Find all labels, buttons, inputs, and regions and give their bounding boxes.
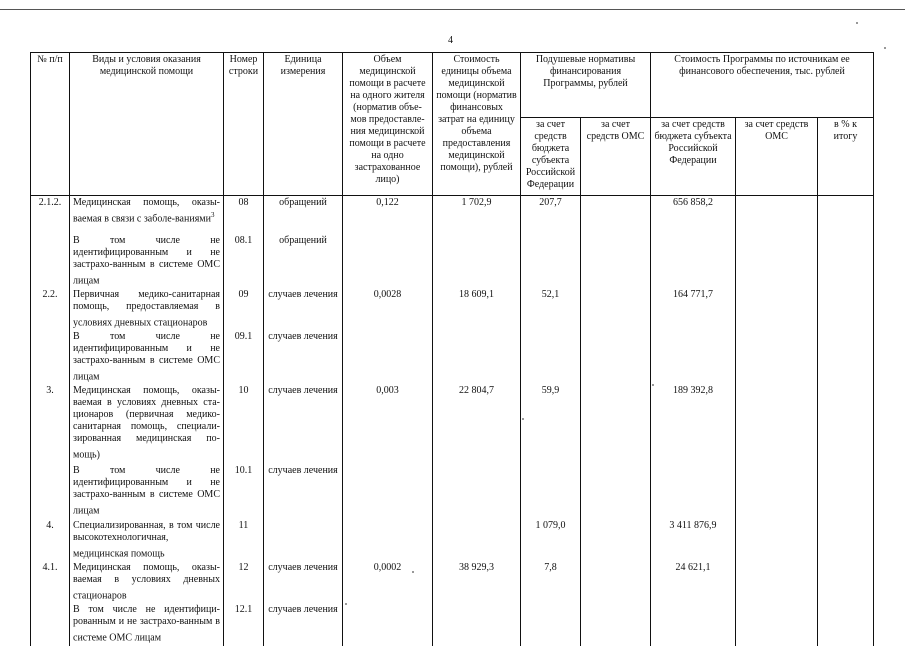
- cell-text: случаев лечения: [268, 562, 338, 574]
- cell-text: 59,9: [541, 385, 560, 397]
- cell-t-oms: [736, 384, 818, 464]
- cell-name: [70, 603, 224, 645]
- cell-text: В том числе не идентифицированным и не застрахо-ванным в системе ОМС лицам: [73, 331, 220, 383]
- cell-num: [31, 288, 70, 330]
- cell-pc-budget: [521, 234, 581, 288]
- cell-text: 18 609,1: [459, 288, 494, 300]
- cell-text: случаев лечения: [268, 288, 338, 300]
- header-total-percent: в % к итогу: [818, 118, 874, 196]
- cell-num: [31, 464, 70, 518]
- cell-num: [31, 519, 70, 561]
- cell-unit: [264, 519, 343, 561]
- header-unit: Единица измерения: [264, 53, 343, 196]
- cell-text: 4.: [46, 519, 54, 531]
- cell-volume: [343, 464, 433, 518]
- cell-text: В том числе не идентифицированным и не застрахо-ванным в системе ОМС лицам: [73, 465, 220, 517]
- cell-volume: [343, 196, 433, 234]
- cell-text: 11: [238, 519, 249, 531]
- cell-pc-oms: [581, 603, 651, 645]
- cell-volume: [343, 561, 433, 603]
- cell-unit: [264, 234, 343, 288]
- cell-text: Медицинская помощь, оказы-ваемая в условиях дневных стационаров: [73, 562, 220, 602]
- cell-name: [70, 519, 224, 561]
- cell-text: 0,0028: [373, 288, 402, 300]
- cell-volume: [343, 288, 433, 330]
- cell-num: [31, 603, 70, 645]
- cell-cost: [433, 234, 521, 288]
- cell-cost: [433, 561, 521, 603]
- cell-num: [31, 196, 70, 234]
- cell-volume: [343, 384, 433, 464]
- cell-row: [224, 196, 264, 234]
- cell-t-oms: [736, 330, 818, 384]
- cell-t-pct: [818, 561, 874, 603]
- cell-t-budget: [651, 384, 736, 464]
- cell-pc-oms: [581, 561, 651, 603]
- cell-name: [70, 384, 224, 464]
- cell-text: 38 929,3: [459, 562, 494, 574]
- scan-speck: [652, 384, 654, 386]
- table-row: [31, 464, 874, 518]
- cell-text: 189 392,8: [673, 385, 713, 397]
- cell-text: 12.1: [234, 604, 253, 616]
- cell-unit: [264, 288, 343, 330]
- cell-pc-oms: [581, 330, 651, 384]
- cell-text: 164 771,7: [673, 288, 713, 300]
- cell-t-oms: [736, 464, 818, 518]
- cell-t-budget: [651, 464, 736, 518]
- cell-pc-budget: [521, 519, 581, 561]
- cell-t-pct: [818, 519, 874, 561]
- cell-t-pct: [818, 234, 874, 288]
- cell-text: случаев лечения: [268, 385, 338, 397]
- table-row: [31, 196, 874, 234]
- cell-text: 22 804,7: [459, 385, 494, 397]
- cell-unit: [264, 384, 343, 464]
- cell-t-oms: [736, 288, 818, 330]
- cell-t-budget: [651, 519, 736, 561]
- cell-text: В том числе не идентифици-рованным и не застрахо-ванным в системе ОМС лицам: [73, 604, 220, 644]
- table-row: [31, 330, 874, 384]
- cell-text: случаев лечения: [268, 331, 338, 343]
- cell-row: [224, 330, 264, 384]
- cell-text: 0,003: [376, 385, 399, 397]
- cell-unit: [264, 330, 343, 384]
- cell-cost: [433, 519, 521, 561]
- header-volume: Объем медицинской помощи в расчете на одного жителя (норматив объе-мов предоставле-ния медицинской помощи в расчете на одно застрахованное лицо): [343, 53, 433, 196]
- cell-text: обращений: [279, 234, 327, 246]
- cell-row: [224, 561, 264, 603]
- cell-cost: [433, 330, 521, 384]
- cell-text: 24 621,1: [675, 562, 711, 574]
- scan-speck: [856, 22, 858, 24]
- cell-text: 0,0002: [373, 562, 402, 574]
- header-total-budget: за счет средств бюджета субъекта Российской Федерации: [651, 118, 736, 196]
- scan-speck: [522, 418, 524, 420]
- cell-name: [70, 196, 224, 234]
- cell-pc-oms: [581, 519, 651, 561]
- cell-t-pct: [818, 384, 874, 464]
- scan-speck: [412, 571, 414, 573]
- table-row: [31, 234, 874, 288]
- cell-text: 4.1.: [42, 562, 58, 574]
- cell-t-pct: [818, 288, 874, 330]
- cell-text: 09.1: [234, 331, 253, 343]
- footnote-mark: 3: [210, 211, 215, 219]
- cell-unit: [264, 561, 343, 603]
- cell-text: 52,1: [541, 288, 560, 300]
- cell-t-oms: [736, 603, 818, 645]
- cell-pc-oms: [581, 288, 651, 330]
- cell-text: 10.1: [234, 465, 253, 477]
- table-row: [31, 288, 874, 330]
- cell-text: 2.2.: [42, 288, 58, 300]
- cell-pc-budget: [521, 288, 581, 330]
- cell-text: Специализированная, в том числе высокотехнологичная, медицинская помощь: [73, 519, 220, 560]
- cell-name: [70, 464, 224, 518]
- cell-text: случаев лечения: [268, 604, 338, 616]
- cell-cost: [433, 603, 521, 645]
- cell-unit: [264, 464, 343, 518]
- cell-t-budget: [651, 288, 736, 330]
- cell-row: [224, 464, 264, 518]
- cell-text: 12: [238, 562, 249, 574]
- cell-text: 08.1: [234, 234, 253, 246]
- cell-volume: [343, 234, 433, 288]
- cell-pc-budget: [521, 464, 581, 518]
- cell-pc-oms: [581, 196, 651, 234]
- cell-num: [31, 561, 70, 603]
- cell-t-budget: [651, 561, 736, 603]
- cell-text: 3.: [46, 385, 54, 397]
- cell-t-oms: [736, 234, 818, 288]
- scan-speck: [884, 47, 886, 49]
- cell-t-budget: [651, 196, 736, 234]
- cell-t-oms: [736, 196, 818, 234]
- cell-t-pct: [818, 603, 874, 645]
- cell-text: 1 079,0: [535, 519, 566, 531]
- cell-text: 7,8: [544, 562, 557, 574]
- cell-pc-oms: [581, 384, 651, 464]
- cell-pc-budget: [521, 384, 581, 464]
- cell-text: 656 858,2: [673, 197, 713, 208]
- cell-text: В том числе не идентифицированным и не застрахо-ванным в системе ОМС лицам: [73, 234, 220, 286]
- cell-row: [224, 603, 264, 645]
- cell-name: [70, 330, 224, 384]
- cell-text: Медицинская помощь, оказы-ваемая в условиях дневных ста-ционаров (первичная медико-санитарная помощь, специали-зированная медицинская по-мощь): [73, 385, 220, 461]
- table-body: [31, 196, 874, 646]
- page-top-rule: [0, 9, 905, 10]
- cell-text: случаев лечения: [268, 465, 338, 477]
- header-total-oms: за счет средств ОМС: [736, 118, 818, 196]
- header-row-number: Номер строки: [224, 53, 264, 196]
- scan-speck: [345, 603, 347, 605]
- header-kind: Виды и условия оказания медицинской помощи: [70, 53, 224, 196]
- cell-name: [70, 234, 224, 288]
- table-row: [31, 561, 874, 603]
- cell-cost: [433, 288, 521, 330]
- cell-text: 08: [238, 197, 249, 208]
- cell-name: [70, 561, 224, 603]
- cell-volume: [343, 519, 433, 561]
- cell-pc-budget: [521, 196, 581, 234]
- cell-unit: [264, 603, 343, 645]
- cell-num: [31, 330, 70, 384]
- cell-pc-budget: [521, 561, 581, 603]
- cell-cost: [433, 464, 521, 518]
- cell-t-pct: [818, 330, 874, 384]
- header-unit-cost: Стоимость единицы объема медицинской помощи (норматив финансовых затрат на единицу объема предоставления медицинской помощи), рублей: [433, 53, 521, 196]
- cell-num: [31, 234, 70, 288]
- cell-row: [224, 288, 264, 330]
- cell-pc-budget: [521, 603, 581, 645]
- cell-text: Медицинская помощь, оказы-ваемая в связи с заболе-ваниями: [73, 197, 220, 225]
- cell-t-oms: [736, 519, 818, 561]
- table-row: [31, 519, 874, 561]
- cell-t-pct: [818, 464, 874, 518]
- table-row: [31, 384, 874, 464]
- cell-pc-oms: [581, 234, 651, 288]
- cell-unit: [264, 196, 343, 234]
- cell-name: [70, 288, 224, 330]
- table-row: [31, 603, 874, 645]
- cell-num: [31, 384, 70, 464]
- cell-t-budget: [651, 330, 736, 384]
- cell-pc-budget: [521, 330, 581, 384]
- header-per-capita: Подушевые нормативы финансирования Программы, рублей: [521, 53, 651, 118]
- cell-t-budget: [651, 234, 736, 288]
- cell-text: 207,7: [539, 197, 562, 208]
- cell-text: 09: [238, 288, 249, 300]
- cell-row: [224, 519, 264, 561]
- header-num: № п/п: [31, 53, 70, 196]
- cell-text: 1 702,9: [461, 197, 492, 208]
- cell-text: Первичная медико-санитарная помощь, предоставляемая в условиях дневных стационаров: [73, 288, 220, 329]
- cell-row: [224, 234, 264, 288]
- header-per-capita-budget: за счет средств бюджета субъекта Российской Федерации: [521, 118, 581, 196]
- cell-text: 10: [238, 385, 249, 397]
- cell-volume: [343, 603, 433, 645]
- cell-cost: [433, 384, 521, 464]
- cell-row: [224, 384, 264, 464]
- cell-text: обращений: [279, 197, 327, 208]
- program-cost-table: [30, 52, 874, 646]
- cell-cost: [433, 196, 521, 234]
- cell-t-pct: [818, 196, 874, 234]
- header-per-capita-oms: за счет средств ОМС: [581, 118, 651, 196]
- cell-t-budget: [651, 603, 736, 645]
- page-number: 4: [448, 35, 453, 46]
- cell-volume: [343, 330, 433, 384]
- header-program-cost: Стоимость Программы по источникам ее финансового обеспечения, тыс. рублей: [651, 53, 874, 118]
- cell-text: 3 411 876,9: [669, 519, 717, 531]
- cell-text: 0,122: [376, 197, 399, 208]
- cell-text: 2.1.2.: [38, 197, 62, 208]
- cell-pc-oms: [581, 464, 651, 518]
- cell-t-oms: [736, 561, 818, 603]
